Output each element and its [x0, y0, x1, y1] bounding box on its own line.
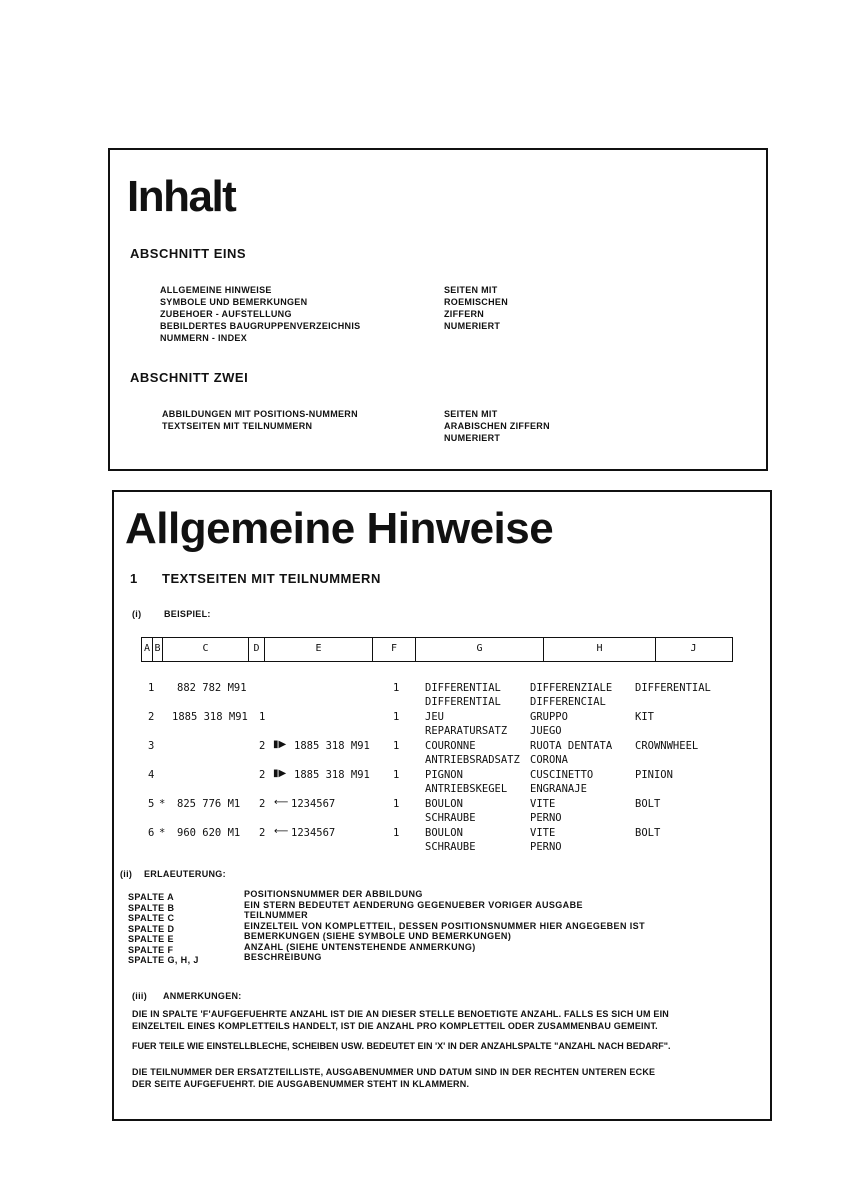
contents-item: SYMBOLE UND BEMERKUNGEN [160, 297, 308, 307]
cell-h1: GRUPPO [530, 711, 568, 723]
cell-a: 4 [148, 769, 155, 781]
cell-a: 1 [148, 682, 155, 694]
column-header-c: C [162, 638, 248, 661]
cell-g2: SCHRAUBE [425, 841, 476, 853]
cell-h1: CUSCINETTO [530, 769, 594, 781]
cell-d: 2 [259, 769, 266, 781]
cell-g1: DIFFERENTIAL [425, 682, 501, 694]
column-header-j: J [655, 638, 731, 661]
arrow-left-bar-icon: ⟵ [274, 797, 289, 808]
cell-b: * [159, 798, 166, 810]
contents-item: BEBILDERTES BAUGRUPPENVERZEICHNIS [160, 321, 361, 331]
contents-item: TEXTSEITEN MIT TEILNUMMERN [162, 421, 313, 431]
cell-g1: BOULON [425, 827, 463, 839]
column-header-b: B [152, 638, 162, 661]
column-header-d: D [248, 638, 264, 661]
cell-e: 1234567 [291, 798, 336, 810]
cell-f: 1 [393, 740, 400, 752]
general-notes-box [112, 490, 772, 1121]
cell-j: BOLT [635, 798, 661, 810]
contents-item: ALLGEMEINE HINWEISE [160, 285, 272, 295]
column-header-h: H [543, 638, 655, 661]
section-two-note [444, 408, 550, 444]
cell-h2: ENGRANAJE [530, 783, 587, 795]
column-header-f: F [372, 638, 415, 661]
column-key: SPALTE A [128, 892, 175, 902]
cell-d: 2 [259, 827, 266, 839]
column-header-e: E [264, 638, 372, 661]
cell-j: BOLT [635, 827, 661, 839]
cell-h1: VITE [530, 827, 556, 839]
column-description: BESCHREIBUNG [244, 952, 322, 962]
cell-g1: COURONNE [425, 740, 476, 752]
cell-g2: ANTRIEBSRADSATZ [425, 754, 520, 766]
cell-d: 2 [259, 740, 266, 752]
column-description: TEILNUMMER [244, 910, 308, 920]
note-line: DER SEITE AUFGEFUEHRT. DIE AUSGABENUMMER STEHT IN KLAMMERN. [132, 1079, 470, 1089]
cell-g1: JEU [425, 711, 444, 723]
column-description: EIN STERN BEDEUTET AENDERUNG GEGENUEBER VORIGER AUSGABE [244, 899, 583, 910]
note-line: NUMERIERT [444, 321, 501, 331]
column-key: SPALTE F [128, 944, 174, 955]
contents-item: ZUBEHOER - AUFSTELLUNG [160, 309, 292, 319]
column-header-a: A [143, 643, 151, 654]
cell-j: KIT [635, 711, 654, 723]
cell-h2: PERNO [530, 841, 562, 853]
contents-box [108, 148, 768, 471]
section-one-heading: ABSCHNITT EINS [130, 246, 247, 261]
cell-g2: DIFFERENTIAL [425, 696, 501, 708]
cell-e: 1885 318 M91 [294, 740, 370, 752]
cell-a: 2 [148, 711, 155, 723]
note-line: ROEMISCHEN [444, 297, 509, 307]
note-paragraph [132, 1066, 655, 1090]
section-one-note [444, 284, 508, 332]
cell-g2: ANTRIEBSKEGEL [425, 783, 508, 795]
section-two-heading: ABSCHNITT ZWEI [130, 370, 249, 385]
cell-f: 1 [393, 711, 400, 723]
cell-d: 2 [259, 798, 266, 810]
column-description: ANZAHL (SIEHE UNTENSTEHENDE ANMERKUNG) [244, 941, 476, 952]
cell-a: 3 [148, 740, 155, 752]
contents-item: ABBILDUNGEN MIT POSITIONS-NUMMERN [162, 409, 358, 419]
cell-f: 1 [393, 798, 400, 810]
cell-j: CROWNWHEEL [635, 740, 699, 752]
example-label: (i) [132, 609, 142, 619]
cell-h1: DIFFERENZIALE [530, 682, 613, 694]
explanation-texts [244, 889, 645, 963]
arrow-symbol-icon: ▮▶ [273, 739, 287, 750]
cell-f: 1 [393, 827, 400, 839]
section-two-items [162, 408, 358, 432]
column-key: SPALTE G, H, J [128, 955, 199, 965]
column-key: SPALTE B [128, 902, 175, 913]
note-line: DIE TEILNUMMER DER ERSATZTEILLISTE, AUSGABENUMMER UND DATUM SIND IN DER RECHTEN UNTEREN ECKE [132, 1067, 656, 1077]
column-description: POSITIONSNUMMER DER ABBILDUNG [244, 889, 423, 899]
column-description: BEMERKUNGEN (SIEHE SYMBOLE UND BEMERKUNGEN) [244, 931, 512, 941]
note-line: ARABISCHEN ZIFFERN [444, 421, 550, 431]
note-line: FUER TEILE WIE EINSTELLBLECHE, SCHEIBEN USW. BEDEUTET EIN 'X' IN DER ANZAHLSPALTE "ANZAHL NACH BEDARF". [132, 1041, 671, 1051]
section-title: TEXTSEITEN MIT TEILNUMMERN [162, 571, 381, 586]
arrow-left-icon: ⟵ [274, 826, 289, 837]
explanation-title: ERLAEUTERUNG: [144, 869, 226, 879]
cell-a: 5 [148, 798, 155, 810]
column-description: EINZELTEIL VON KOMPLETTEIL, DESSEN POSITIONSNUMMER HIER ANGEGEBEN IST [244, 920, 645, 931]
column-key: SPALTE D [128, 923, 175, 934]
note-line: SEITEN MIT [444, 285, 498, 295]
cell-h1: RUOTA DENTATA [530, 740, 613, 752]
column-key: SPALTE C [128, 913, 175, 923]
column-key: SPALTE E [128, 934, 174, 944]
cell-f: 1 [393, 769, 400, 781]
cell-h2: JUEGO [530, 725, 562, 737]
cell-h2: PERNO [530, 812, 562, 824]
column-header-g: G [415, 638, 543, 661]
section-one-items [160, 284, 360, 344]
contents-item: NUMMERN - INDEX [160, 333, 247, 343]
cell-c: 825 776 M1 [177, 798, 241, 810]
cell-h2: DIFFERENCIAL [530, 696, 606, 708]
note-paragraph [132, 1040, 671, 1052]
column-header-row [141, 637, 733, 662]
notes-title: ANMERKUNGEN: [163, 991, 242, 1001]
example-title: BEISPIEL: [164, 609, 211, 619]
cell-c: 882 782 M91 [177, 682, 247, 694]
cell-g2: SCHRAUBE [425, 812, 476, 824]
cell-j: PINION [635, 769, 673, 781]
cell-d: 1 [259, 711, 266, 723]
note-line: DIE IN SPALTE 'F'AUFGEFUEHRTE ANZAHL IST DIE AN DIESER STELLE BENOETIGTE ANZAHL. FALLS ES SICH UM EIN [132, 1009, 670, 1019]
cell-b: * [159, 827, 166, 839]
contents-title: Inhalt [127, 172, 236, 221]
note-line: ZIFFERN [444, 309, 485, 319]
note-line: NUMERIERT [444, 433, 501, 443]
section-number: 1 [130, 571, 138, 586]
cell-g1: PIGNON [425, 769, 463, 781]
cell-a: 6 [148, 827, 155, 839]
note-line: EINZELTEIL EINES KOMPLETTEILS HANDELT, IST DIE ANZAHL PRO KOMPLETTEIL ODER ZUSAMMENBAU GEMEINT. [132, 1021, 658, 1031]
cell-c: 1885 318 M91 [172, 711, 248, 723]
cell-h2: CORONA [530, 754, 568, 766]
cell-j: DIFFERENTIAL [635, 682, 711, 694]
cell-c: 960 620 M1 [177, 827, 241, 839]
cell-g2: REPARATURSATZ [425, 725, 508, 737]
note-paragraph [132, 1008, 669, 1032]
cell-e: 1234567 [291, 827, 336, 839]
notes-label: (iii) [132, 991, 147, 1001]
note-line: SEITEN MIT [444, 409, 498, 419]
cell-g1: BOULON [425, 798, 463, 810]
cell-h1: VITE [530, 798, 556, 810]
cell-e: 1885 318 M91 [294, 769, 370, 781]
explanation-keys [128, 892, 199, 966]
explanation-label: (ii) [120, 869, 133, 879]
arrow-symbol-icon: ▮▶ [273, 768, 287, 779]
general-notes-title: Allgemeine Hinweise [125, 504, 554, 553]
cell-f: 1 [393, 682, 400, 694]
